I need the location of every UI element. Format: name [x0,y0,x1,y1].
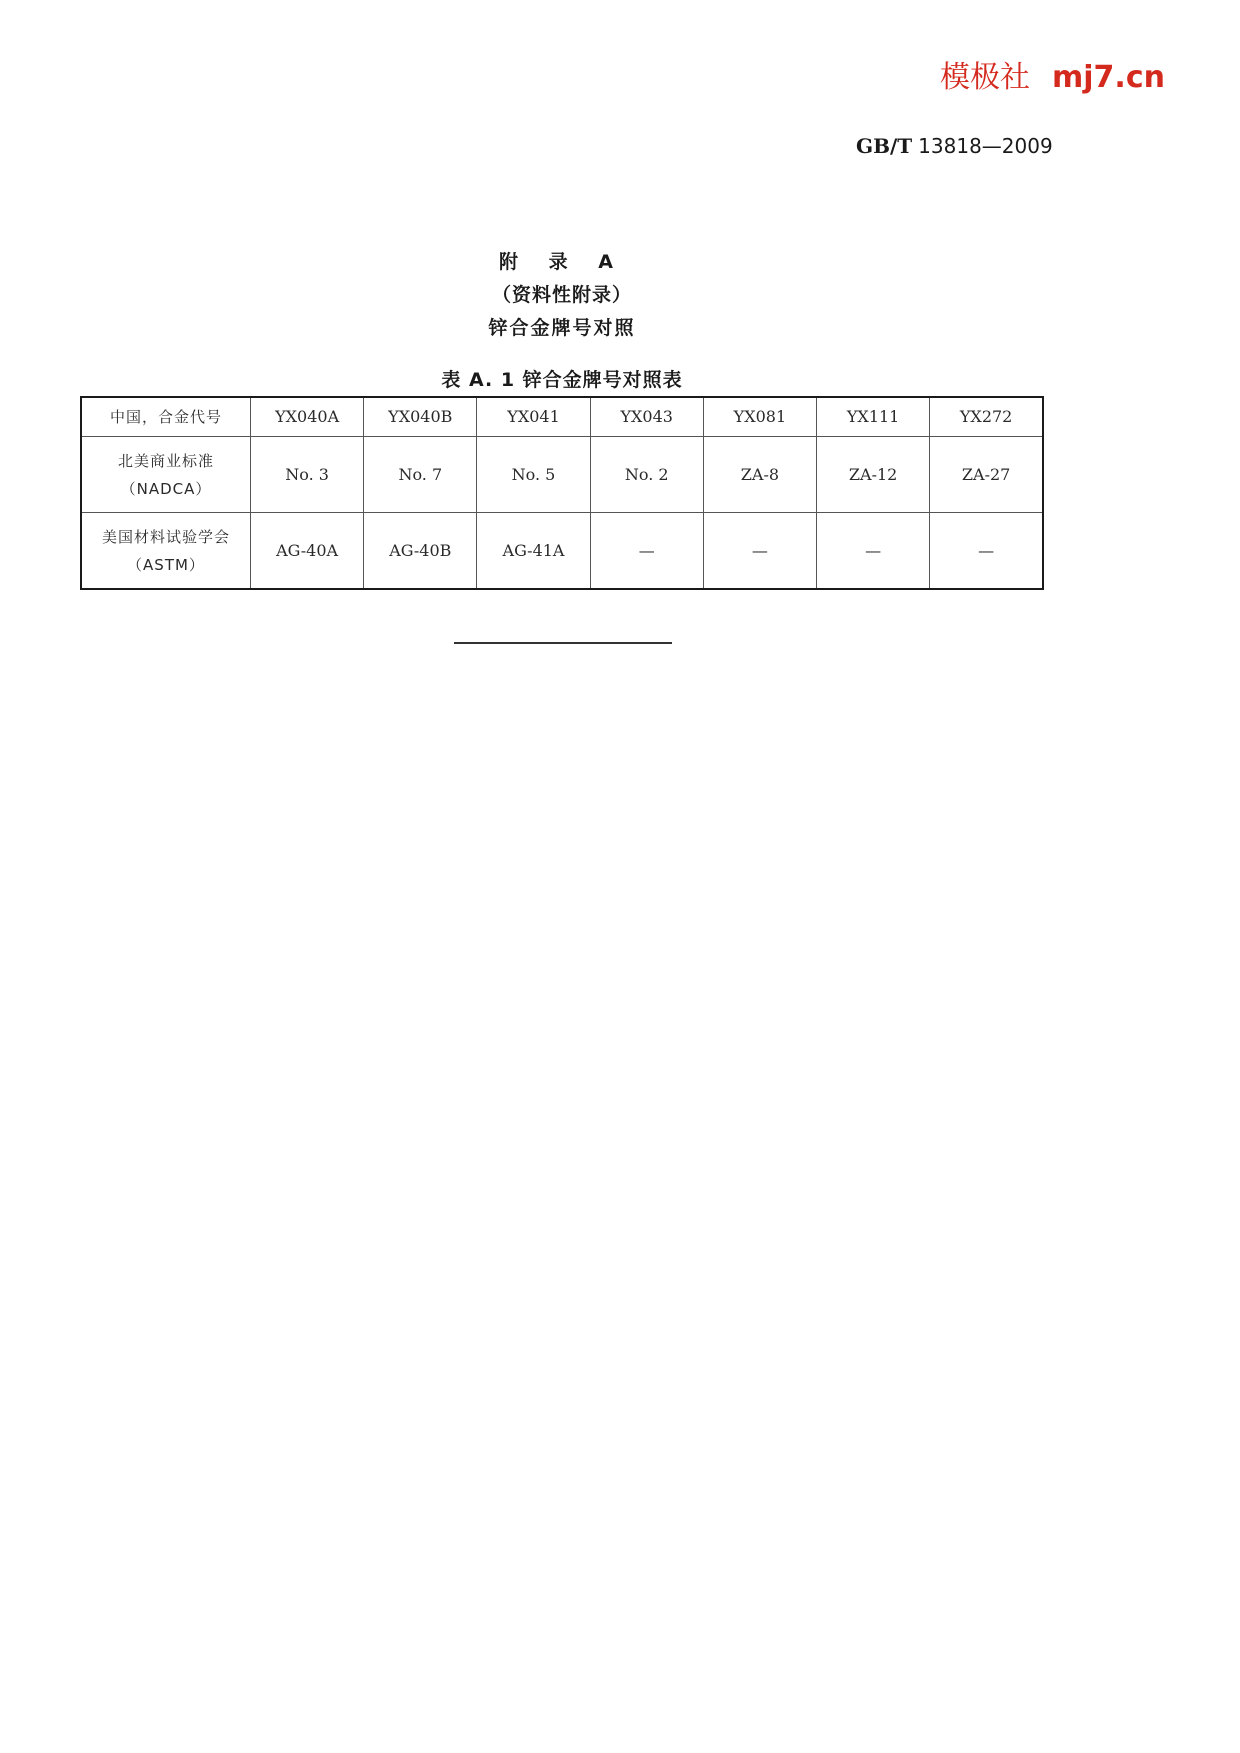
watermark [940,52,1165,96]
table-row [81,513,1043,590]
row-header [81,437,251,513]
watermark-site-name: 模极社 [940,60,1030,95]
end-divider [454,642,672,644]
grade-comparison-table [80,396,1044,590]
table-cell: AG-40B [364,513,477,590]
row-header [81,397,251,437]
table-cell: — [703,513,816,590]
table-caption: 表 A. 1 锌合金牌号对照表 [441,369,683,391]
table-cell: No. 5 [477,437,590,513]
standard-number: 13818—2009 [918,134,1053,158]
table-cell: No. 7 [364,437,477,513]
standard-code [856,134,1053,158]
row-header-line: （ASTM） [127,555,205,574]
row-header-line: 中国，合金代号 [109,408,222,426]
table-cell: YX272 [930,397,1043,437]
annex-type: （资料性附录） [491,284,632,306]
row-header-line: （NADCA） [120,479,212,498]
table-cell: No. 3 [251,437,364,513]
table-cell: ZA-8 [703,437,816,513]
table-cell: ZA-27 [930,437,1043,513]
table-cell: — [590,513,703,590]
standard-prefix: GB/T [856,134,913,158]
table-cell: YX041 [477,397,590,437]
table-cell: YX043 [590,397,703,437]
table-cell: AG-40A [251,513,364,590]
table-cell: YX040B [364,397,477,437]
row-header-line: 美国材料试验学会 [101,527,230,546]
table-row [81,437,1043,513]
row-header [81,513,251,590]
table-cell: ZA-12 [817,437,930,513]
table-cell: No. 2 [590,437,703,513]
table-cell: YX111 [817,397,930,437]
row-header-line: 北美商业标准 [117,451,214,470]
table-cell: — [817,513,930,590]
watermark-site-url: mj7.cn [1052,60,1165,95]
table-cell: — [930,513,1043,590]
table-cell: YX081 [703,397,816,437]
annex-subject: 锌合金牌号对照 [488,317,636,339]
table-cell: YX040A [251,397,364,437]
table-cell: AG-41A [477,513,590,590]
annex-title: 附 录 A [499,251,625,273]
table-row [81,397,1043,437]
